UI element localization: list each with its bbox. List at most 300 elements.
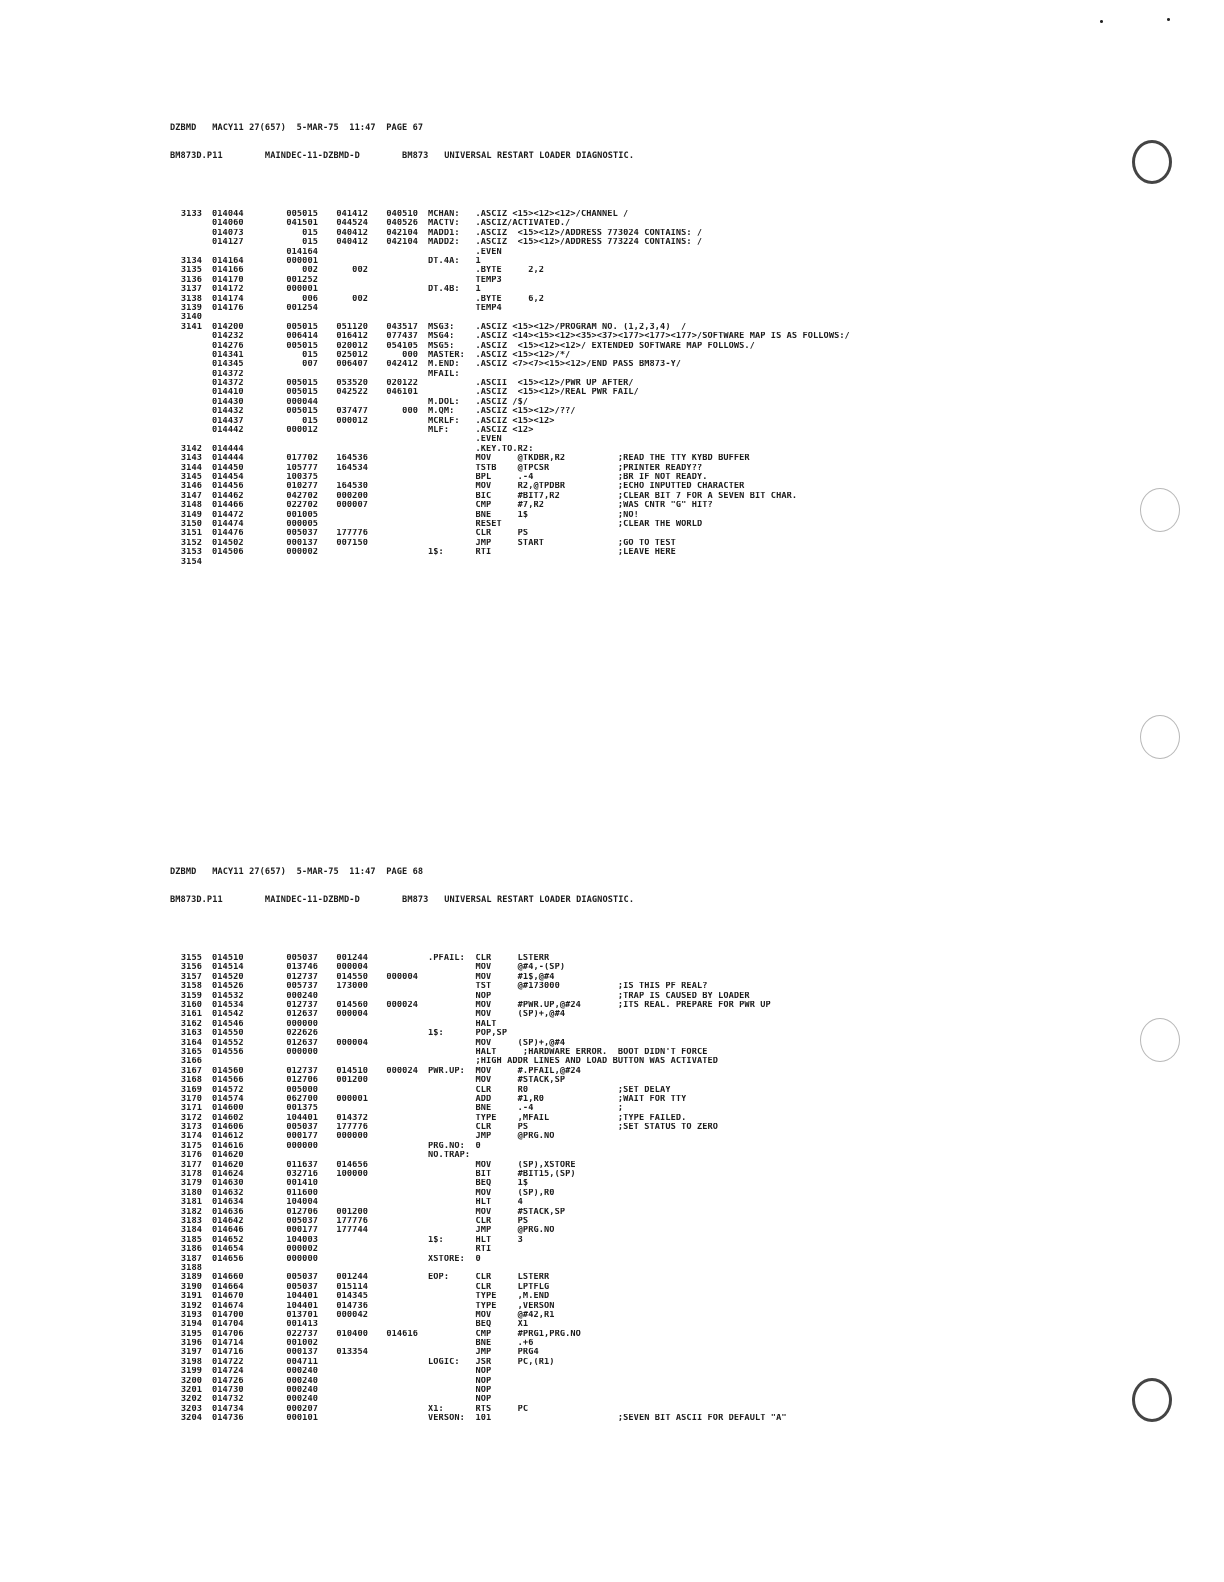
object-word-1: 022702	[286, 501, 318, 511]
line-number: 3156	[180, 963, 202, 973]
listing-row	[170, 1010, 1030, 1019]
object-word-2: 000042	[336, 1310, 368, 1320]
object-word-1: 000137	[286, 538, 318, 548]
address: 014664	[212, 1282, 244, 1292]
listing-row	[170, 398, 1030, 407]
object-word-1: 015	[302, 238, 318, 248]
line-number: 3195	[180, 1329, 202, 1339]
object-word-2: 010400	[336, 1329, 368, 1339]
object-word-1: 001413	[286, 1320, 318, 1330]
address: 014462	[212, 491, 244, 501]
line-number: 3204	[180, 1414, 202, 1424]
listing-row	[170, 1039, 1030, 1048]
line-number: 3168	[180, 1076, 202, 1086]
address: 014734	[212, 1404, 244, 1414]
listing-row	[170, 313, 1030, 322]
binder-hole	[1140, 715, 1180, 759]
object-word-2: 014372	[336, 1113, 368, 1123]
listing-rows	[170, 954, 1030, 1424]
address: 014170	[212, 275, 244, 285]
source-text: .ASCIZ <15><12>/REAL PWR FAIL/	[428, 388, 639, 398]
listing-row	[170, 1067, 1030, 1076]
listing-row	[170, 1151, 1030, 1160]
listing-row	[170, 1405, 1030, 1414]
listing-row	[170, 370, 1030, 379]
source-text: X1: RTS PC	[428, 1404, 529, 1414]
object-word-2: 014736	[336, 1301, 368, 1311]
address: 014456	[212, 482, 244, 492]
line-number: 3191	[180, 1292, 202, 1302]
object-word-1: 007	[302, 360, 318, 370]
line-number: 3135	[180, 266, 202, 276]
address: 014620	[212, 1151, 244, 1161]
object-word-1: 005037	[286, 1273, 318, 1283]
source-text: TYPE ,VERSON	[428, 1301, 555, 1311]
source-text: TEMP3	[428, 275, 502, 285]
object-word-1: 012737	[286, 972, 318, 982]
line-number: 3170	[180, 1094, 202, 1104]
address: 014674	[212, 1301, 244, 1311]
object-word-1: 000000	[286, 1141, 318, 1151]
source-text: CMP #7,R2 ;WAS CNTR "G" HIT?	[428, 501, 713, 511]
source-text: MSG5: .ASCIZ <15><12><12>/ EXTENDED SOFTWARE MAP FOLLOWS./	[428, 341, 755, 351]
line-number: 3159	[180, 991, 202, 1001]
address: 014616	[212, 1141, 244, 1151]
line-number: 3201	[180, 1386, 202, 1396]
line-number: 3143	[180, 454, 202, 464]
object-word-2: 164534	[336, 463, 368, 473]
listing-row	[170, 238, 1030, 247]
address: 014646	[212, 1226, 244, 1236]
address: 014442	[212, 426, 244, 436]
line-number: 3199	[180, 1367, 202, 1377]
listing-row	[170, 464, 1030, 473]
listing-row	[170, 1161, 1030, 1170]
line-number: 3140	[180, 313, 202, 323]
address: 014166	[212, 266, 244, 276]
object-word-2: 044524	[336, 219, 368, 229]
object-word-2: 016412	[336, 332, 368, 342]
source-text: 1$: POP,SP	[428, 1029, 508, 1039]
address: 014630	[212, 1179, 244, 1189]
listing-row	[170, 304, 1030, 313]
source-text: XSTORE: 0	[428, 1254, 481, 1264]
source-text: VERSON: 101 ;SEVEN BIT ASCII FOR DEFAULT "A"	[428, 1414, 787, 1424]
listing-row	[170, 1264, 1030, 1273]
object-word-2: 100000	[336, 1170, 368, 1180]
address: 014444	[212, 454, 244, 464]
line-number: 3196	[180, 1339, 202, 1349]
address: 014660	[212, 1273, 244, 1283]
source-text: NO.TRAP:	[428, 1151, 471, 1161]
line-number: 3174	[180, 1132, 202, 1142]
object-word-1: 012706	[286, 1076, 318, 1086]
object-word-1: 001375	[286, 1104, 318, 1114]
listing-row	[170, 1283, 1030, 1292]
object-word-1: 000000	[286, 1254, 318, 1264]
listing-row	[170, 1330, 1030, 1339]
listing-row	[170, 1395, 1030, 1404]
object-word-2: 177776	[336, 1217, 368, 1226]
source-text: PRG.NO: 0	[428, 1141, 481, 1151]
binder-hole	[1132, 140, 1172, 184]
object-word-3: 040526	[386, 219, 418, 229]
object-word-3: 043517	[386, 322, 418, 332]
listing-row	[170, 1273, 1030, 1282]
listing-row	[170, 992, 1030, 1001]
object-word-1: 011637	[286, 1160, 318, 1170]
address: 014232	[212, 332, 244, 342]
object-word-1: 015	[302, 416, 318, 426]
listing-row	[170, 332, 1030, 341]
line-number: 3200	[180, 1376, 202, 1386]
source-text: TSTB @TPCSR ;PRINTER READY??	[428, 463, 703, 473]
address: 014542	[212, 1010, 244, 1020]
object-word-1: 012737	[286, 1066, 318, 1076]
source-text: MOV (SP),R0	[428, 1188, 555, 1198]
listing-row	[170, 1001, 1030, 1010]
line-number: 3141	[180, 322, 202, 332]
address: 014556	[212, 1047, 244, 1057]
object-word-1: 000012	[286, 426, 318, 436]
address: 014704	[212, 1320, 244, 1330]
address: 014714	[212, 1339, 244, 1349]
address: 014176	[212, 303, 244, 313]
source-text: DT.4A: 1	[428, 257, 481, 267]
object-word-2: 000007	[336, 501, 368, 511]
object-word-1: 001252	[286, 275, 318, 285]
object-word-1: 032716	[286, 1170, 318, 1180]
source-text: MOV R2,@TPDBR ;ECHO INPUTTED CHARACTER	[428, 482, 745, 492]
source-text: ADD #1,R0 ;WAIT FOR TTY	[428, 1094, 687, 1104]
address: 014636	[212, 1207, 244, 1217]
source-text: .ASCII <15><12>/PWR UP AFTER/	[428, 379, 634, 389]
object-word-2: 014550	[336, 972, 368, 982]
object-word-2: 000004	[336, 1010, 368, 1020]
source-text: BIT #BIT15,(SP)	[428, 1170, 576, 1180]
object-word-2: 000001	[336, 1094, 368, 1104]
line-number: 3194	[180, 1320, 202, 1330]
source-text: BEQ X1	[428, 1320, 529, 1330]
address: 014550	[212, 1029, 244, 1039]
address: 014472	[212, 510, 244, 520]
address: 014345	[212, 360, 244, 370]
source-text: MOV (SP),XSTORE	[428, 1160, 576, 1170]
object-word-1: 004711	[286, 1357, 318, 1367]
listing-row	[170, 276, 1030, 285]
listing-row	[170, 548, 1030, 557]
listing-row	[170, 248, 1030, 257]
object-word-1: 013746	[286, 963, 318, 973]
listing-row	[170, 417, 1030, 426]
object-word-1: 000000	[286, 1047, 318, 1057]
object-word-1: 000000	[286, 1019, 318, 1029]
listing-row	[170, 454, 1030, 463]
object-word-3: 046101	[386, 388, 418, 398]
address: 014432	[212, 407, 244, 417]
line-number: 3202	[180, 1395, 202, 1405]
listing-row	[170, 342, 1030, 351]
object-word-2: 000000	[336, 1132, 368, 1142]
address: 014706	[212, 1329, 244, 1339]
line-number: 3152	[180, 538, 202, 548]
object-word-1: 015	[302, 228, 318, 238]
object-word-2: 002	[352, 294, 368, 304]
listing-row	[170, 426, 1030, 435]
listing-row	[170, 501, 1030, 510]
object-word-3: 000	[402, 407, 418, 417]
object-word-1: 022626	[286, 1029, 318, 1039]
address: 014060	[212, 219, 244, 229]
listing-row	[170, 1095, 1030, 1104]
object-word-3: 000	[402, 350, 418, 360]
address: 014726	[212, 1376, 244, 1386]
object-word-2: 051120	[336, 322, 368, 332]
source-text: NOP	[428, 1386, 492, 1396]
address: 014612	[212, 1132, 244, 1142]
listing-row	[170, 529, 1030, 538]
address: 014174	[212, 294, 244, 304]
object-word-1: 006414	[286, 332, 318, 342]
listing-row	[170, 1029, 1030, 1038]
object-word-1: 000240	[286, 1367, 318, 1377]
address: 014372	[212, 369, 244, 379]
object-word-2: 014656	[336, 1160, 368, 1170]
address: 014722	[212, 1357, 244, 1367]
listing-row	[170, 1198, 1030, 1207]
object-word-2: 173000	[336, 982, 368, 992]
source-text: MCRLF: .ASCIZ <15><12>	[428, 416, 555, 426]
address: 014073	[212, 228, 244, 238]
object-word-2: 001200	[336, 1076, 368, 1086]
source-text: HALT	[428, 1019, 497, 1029]
source-text: CLR PS	[428, 1217, 529, 1226]
object-word-3: 042412	[386, 360, 418, 370]
address: 014510	[212, 954, 244, 964]
listing-row	[170, 1226, 1030, 1235]
listing-row	[170, 1208, 1030, 1217]
line-number: 3179	[180, 1179, 202, 1189]
object-word-1: 000002	[286, 548, 318, 558]
address: 014172	[212, 285, 244, 295]
source-text: MOV @#42,R1	[428, 1310, 555, 1320]
object-word-1: 000240	[286, 991, 318, 1001]
binder-hole	[1132, 1378, 1172, 1422]
object-word-3: 000024	[386, 1001, 418, 1011]
object-word-1: 012706	[286, 1207, 318, 1217]
listing-row	[170, 1179, 1030, 1188]
address: 014520	[212, 972, 244, 982]
source-text: MOV @TKDBR,R2 ;READ THE TTY KYBD BUFFER	[428, 454, 750, 464]
listing-row	[170, 351, 1030, 360]
object-word-1: 001005	[286, 510, 318, 520]
object-word-2: 000012	[336, 416, 368, 426]
object-word-2: 053520	[336, 379, 368, 389]
line-number: 3148	[180, 501, 202, 511]
object-word-1: 022737	[286, 1329, 318, 1339]
object-word-2: 000200	[336, 491, 368, 501]
listing-row	[170, 492, 1030, 501]
listing-row	[170, 379, 1030, 388]
listing-row	[170, 388, 1030, 397]
object-word-2: 001244	[336, 954, 368, 964]
listing-row	[170, 257, 1030, 266]
line-number: 3182	[180, 1207, 202, 1217]
object-word-2: 001200	[336, 1207, 368, 1217]
line-number: 3161	[180, 1010, 202, 1020]
address: 014437	[212, 416, 244, 426]
object-word-2: 013354	[336, 1348, 368, 1358]
line-number: 3163	[180, 1029, 202, 1039]
source-text: MFAIL:	[428, 369, 460, 379]
source-text: JMP START ;GO TO TEST	[428, 538, 676, 548]
listing-row	[170, 266, 1030, 275]
listing-row	[170, 1348, 1030, 1357]
source-text: HLT 4	[428, 1198, 523, 1208]
source-text: BEQ 1$	[428, 1179, 529, 1189]
line-number: 3136	[180, 275, 202, 285]
object-word-3: 042104	[386, 238, 418, 248]
listing-row	[170, 973, 1030, 982]
object-word-1: 005037	[286, 954, 318, 964]
object-word-2: 041412	[336, 210, 368, 220]
line-number: 3154	[180, 557, 202, 567]
source-text: MOV #STACK,SP	[428, 1076, 566, 1086]
line-number: 3164	[180, 1038, 202, 1048]
line-number: 3190	[180, 1282, 202, 1292]
object-word-2: 025012	[336, 350, 368, 360]
object-word-1: 104401	[286, 1292, 318, 1302]
listing-row	[170, 1170, 1030, 1179]
address: 014450	[212, 463, 244, 473]
source-text: MSG3: .ASCIZ <15><12>/PROGRAM NO. (1,2,3,4) /	[428, 322, 687, 332]
object-word-1: 012637	[286, 1010, 318, 1020]
object-word-1: 017702	[286, 454, 318, 464]
line-number: 3146	[180, 482, 202, 492]
listing-row	[170, 473, 1030, 482]
object-word-1: 041501	[286, 219, 318, 229]
object-word-3: 077437	[386, 332, 418, 342]
object-word-1: 000005	[286, 519, 318, 529]
address: 014476	[212, 529, 244, 539]
address: 014642	[212, 1217, 244, 1226]
source-text: BNE .+6	[428, 1339, 534, 1349]
object-word-2: 042522	[336, 388, 368, 398]
object-word-1: 000137	[286, 1348, 318, 1358]
address: 014730	[212, 1386, 244, 1396]
page-header-line-2: BM873D.P11 MAINDEC-11-DZBMD-D BM873 UNIVERSAL RESTART LOADER DIAGNOSTIC.	[170, 895, 635, 906]
listing-row	[170, 435, 1030, 444]
object-word-1: 104401	[286, 1301, 318, 1311]
object-word-1: 104004	[286, 1198, 318, 1208]
source-text: MASTER: .ASCIZ <15><12>/*/	[428, 350, 571, 360]
line-number: 3166	[180, 1057, 202, 1067]
object-word-2: 015114	[336, 1282, 368, 1292]
address: 014560	[212, 1066, 244, 1076]
object-word-2: 001244	[336, 1273, 368, 1283]
address: 014652	[212, 1235, 244, 1245]
line-number: 3169	[180, 1085, 202, 1095]
object-word-2: 040412	[336, 228, 368, 238]
object-word-1: 062700	[286, 1094, 318, 1104]
source-text: JMP PRG4	[428, 1348, 539, 1358]
object-word-1: 000044	[286, 397, 318, 407]
line-number: 3138	[180, 294, 202, 304]
address: 014372	[212, 379, 244, 389]
binder-hole	[1140, 1018, 1180, 1062]
source-text: CMP #PRG1,PRG.NO	[428, 1329, 581, 1339]
line-number: 3193	[180, 1310, 202, 1320]
address: 014454	[212, 473, 244, 482]
source-text: MLF: .ASCIZ <12>	[428, 426, 534, 436]
listing-row	[170, 982, 1030, 991]
source-text: DT.4B: 1	[428, 285, 481, 295]
address: 014632	[212, 1188, 244, 1198]
page-header-line-2: BM873D.P11 MAINDEC-11-DZBMD-D BM873 UNIVERSAL RESTART LOADER DIAGNOSTIC.	[170, 151, 635, 162]
listing-row	[170, 285, 1030, 294]
object-word-1: 005015	[286, 210, 318, 220]
object-word-2: 000004	[336, 963, 368, 973]
address: 014724	[212, 1367, 244, 1377]
object-word-1: 005037	[286, 1217, 318, 1226]
line-number: 3177	[180, 1160, 202, 1170]
object-word-1: 005037	[286, 529, 318, 539]
object-word-3: 042104	[386, 228, 418, 238]
source-text: .EVEN	[428, 247, 502, 257]
object-word-1: 000001	[286, 285, 318, 295]
address: 014634	[212, 1198, 244, 1208]
object-word-2: 040412	[336, 238, 368, 248]
address: 014700	[212, 1310, 244, 1320]
source-text: NOP	[428, 1367, 492, 1377]
address: 014341	[212, 350, 244, 360]
listing-row	[170, 1255, 1030, 1264]
listing-row	[170, 219, 1030, 228]
binder-hole	[1140, 488, 1180, 532]
address: 014602	[212, 1113, 244, 1123]
source-text: CLR PS	[428, 529, 529, 539]
listing-row	[170, 1339, 1030, 1348]
object-word-1: 002	[302, 266, 318, 276]
line-number: 3186	[180, 1245, 202, 1255]
line-number: 3192	[180, 1301, 202, 1311]
source-text: MOV (SP)+,@#4	[428, 1038, 566, 1048]
listing-row	[170, 445, 1030, 454]
line-number: 3188	[180, 1263, 202, 1273]
object-word-1: 005015	[286, 379, 318, 389]
source-text: M.END: .ASCIZ <7><7><15><12>/END PASS BM873-Y/	[428, 360, 682, 370]
address: 014506	[212, 548, 244, 558]
object-word-1: 000240	[286, 1376, 318, 1386]
listing-row	[170, 1123, 1030, 1132]
line-number: 3173	[180, 1123, 202, 1133]
address: 014656	[212, 1254, 244, 1264]
object-word-1: 005015	[286, 322, 318, 332]
line-number: 3142	[180, 444, 202, 454]
address: 014532	[212, 991, 244, 1001]
object-word-3: 000024	[386, 1066, 418, 1076]
source-text: MOV #1$,@#4	[428, 972, 555, 982]
scan-speck	[1167, 18, 1170, 21]
source-text: MADD2: .ASCIZ <15><12>/ADDRESS 773224 CONTAINS: /	[428, 238, 703, 248]
line-number: 3144	[180, 463, 202, 473]
listing-row	[170, 1358, 1030, 1367]
source-text: PWR.UP: MOV #.PFAIL,@#24	[428, 1066, 581, 1076]
listing-row	[170, 360, 1030, 369]
address: 014444	[212, 444, 244, 454]
address: 014732	[212, 1395, 244, 1405]
listing-page-67	[170, 105, 1030, 576]
